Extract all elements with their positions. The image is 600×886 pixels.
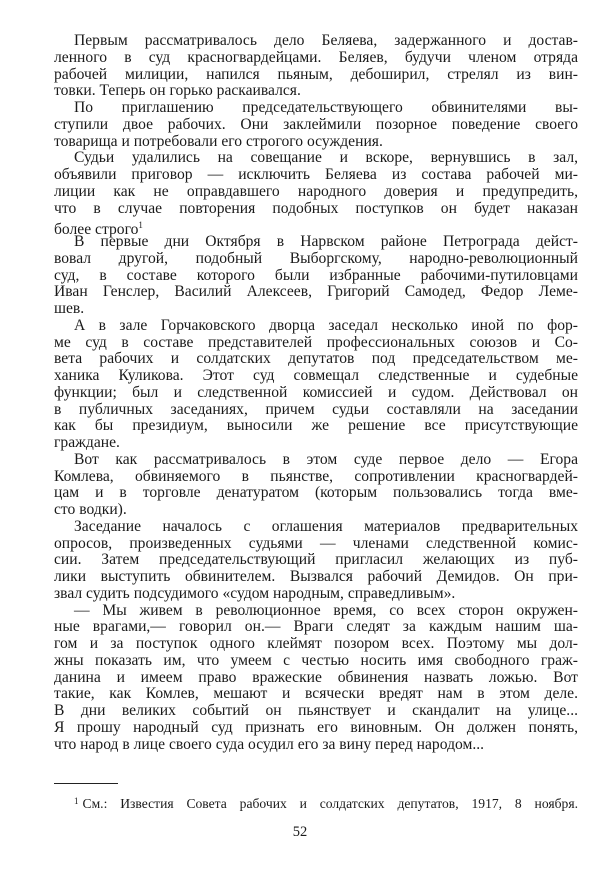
text-line: [54, 636, 578, 653]
line-text: А в зале Горчаковского дворца заседал несколько иной по фор-: [74, 316, 578, 334]
line-text: По приглашению председательствующего обвинителями вы-: [74, 99, 578, 116]
text-line: [54, 402, 578, 419]
text-line: [54, 50, 578, 67]
text-line: [54, 335, 578, 352]
text-line: [54, 485, 578, 502]
line-text: цам и в торговле денатуратом (которым пользовались тогда вме-: [54, 484, 578, 502]
text-line: [54, 67, 578, 84]
body-text: [54, 33, 578, 753]
line-text: более строго: [54, 221, 139, 239]
line-text: — Мы живем в революционное время, со всех сторон окружен-: [74, 601, 578, 619]
text-line: [54, 418, 578, 435]
text-line: [54, 653, 578, 670]
line-text: функции; был и следственной комиссией и судом. Действовал он: [54, 383, 578, 401]
text-line: [54, 167, 578, 184]
text-line: [54, 536, 578, 553]
line-text: ленного в суд красногвардейцами. Беляев, будучи членом отряда: [54, 48, 578, 66]
text-line: [54, 619, 578, 636]
line-text: Я прошу народный суд признать его виновным. Он должен понять,: [54, 718, 578, 736]
line-text: такие, как Комлев, мешают и всячески вредят нам в этом деле.: [54, 685, 578, 703]
line-text: граждане.: [54, 434, 120, 451]
text-line: [54, 737, 578, 754]
line-text: звал судить подсудимого «судом народным, справедливым».: [54, 584, 456, 602]
paragraph: [54, 318, 578, 452]
footnote-reference: 1: [138, 220, 143, 231]
line-text: данина и имеем право вражеские обвинения назвать ложью. Вот: [54, 668, 578, 686]
text-line: [54, 268, 578, 285]
text-line: [54, 284, 578, 301]
line-text: рабочей милиции, напился пьяным, дебоширил, стрелял из вин-: [54, 65, 578, 83]
text-line: [54, 452, 578, 469]
paragraph: [54, 452, 578, 519]
text-line: [54, 83, 578, 100]
text-line: [54, 703, 578, 720]
text-line: [54, 134, 578, 151]
text-line: [54, 552, 578, 569]
text-line: [54, 234, 578, 251]
text-line: [54, 33, 578, 50]
footnote: [74, 793, 578, 812]
text-line: [54, 117, 578, 134]
line-text: Судьи удалились на совещание и вскоре, вернувшись в зал,: [74, 149, 578, 167]
line-text: В дни великих событий он пьянствует и скандалит на улице...: [54, 702, 578, 719]
line-text: лики выступить обвинителем. Вызвался рабочий Демидов. Он при-: [54, 568, 578, 585]
text-line: [54, 368, 578, 385]
line-text: Иван Генслер, Василий Алексеев, Григорий Самодед, Федор Леме-: [54, 283, 578, 301]
paragraph: [54, 149, 578, 239]
line-text: что в случае повторения подобных поступков он будет наказан: [54, 199, 578, 217]
text-line: [54, 670, 578, 687]
text-line: [54, 301, 578, 318]
text-line: [54, 201, 578, 218]
text-line: [54, 150, 578, 167]
line-text: ступили двое рабочих. Они заклеймили позорное поведение своего: [54, 115, 578, 133]
line-text: объявили приговор — исключить Беляева из состава рабочей ми-: [54, 166, 578, 183]
text-line: [54, 385, 578, 402]
line-text: товки. Теперь он горько раскаивался.: [54, 82, 301, 100]
footnote-mark: 1: [74, 796, 79, 806]
text-line: [54, 469, 578, 486]
line-text: опросов, произведенных судьями — членами следственной комис-: [54, 534, 578, 552]
text-line: [54, 569, 578, 586]
line-text: ные врагами,— говорил он.— Враги следят за каждым нашим ша-: [54, 618, 578, 636]
line-text: жны показать им, что умеем с честью носить имя свободного граж-: [54, 651, 578, 669]
text-line: [54, 720, 578, 737]
line-text: вовал другой, подобный Выборгскому, народно-революционный: [54, 249, 578, 267]
line-text: сии. Затем председательствующий пригласил желающих из пуб-: [54, 551, 578, 569]
line-text: В первые дни Октября в Нарвском районе Петрограда дейст-: [74, 233, 578, 250]
line-text: сто водки).: [54, 501, 127, 518]
text-line: [54, 586, 578, 603]
paragraph: [54, 519, 578, 603]
line-text: товарища и потребовали его строгого осуждения.: [54, 132, 383, 150]
line-text: Комлева, обвиняемого в пьянстве, сопротивлении красногвардей-: [54, 467, 578, 485]
text-line: [54, 100, 578, 117]
line-text: ханика Куликова. Этот суд совмещал следственные и судебные: [54, 367, 578, 384]
text-line: [54, 686, 578, 703]
text-line: [54, 318, 578, 335]
line-text: Первым рассматривалось дело Беляева, задержанного и достав-: [74, 32, 578, 49]
footnote-divider: [54, 783, 118, 784]
line-text: ме суд в составе представителей профессиональных союзов и Со-: [54, 333, 578, 351]
paragraph: [54, 234, 578, 318]
paragraph: [54, 100, 578, 150]
text-line: [54, 603, 578, 620]
line-text: как бы президиум, выносили же решение все присутствующие: [54, 417, 578, 435]
paragraph: [54, 603, 578, 754]
text-line: [54, 217, 578, 239]
text-line: [54, 502, 578, 519]
line-text: Вот как рассматривалось в этом суде первое дело — Егора: [74, 450, 578, 468]
page-number: 52: [292, 824, 308, 840]
text-line: [54, 435, 578, 452]
line-text: гом и за поступок одного клеймят позором всех. Поэтому мы дол-: [54, 635, 578, 652]
line-text: суд, в составе которого были избранные рабочими-путиловцами: [54, 266, 578, 284]
line-text: Заседание началось с оглашения материалов предварительных: [74, 517, 578, 535]
paragraph: [54, 33, 578, 100]
line-text: в публичных заседаниях, причем судьи составляли на заседании: [54, 400, 578, 418]
text-line: [54, 519, 578, 536]
text-line: [54, 351, 578, 368]
line-text: что народ в лице своего суда осудил его за вину перед народом...: [54, 735, 485, 753]
text-line: [54, 251, 578, 268]
text-line: [54, 184, 578, 201]
footnote-text: См.: Известия Совета рабочих и солдатских депутатов, 1917, 8 ноября.: [82, 796, 578, 811]
line-text: лиции как не оправдавшего народного доверия и предупредить,: [54, 182, 578, 200]
line-text: шев.: [54, 300, 85, 317]
line-text: вета рабочих и солдатских депутатов под председательством ме-: [54, 350, 578, 368]
